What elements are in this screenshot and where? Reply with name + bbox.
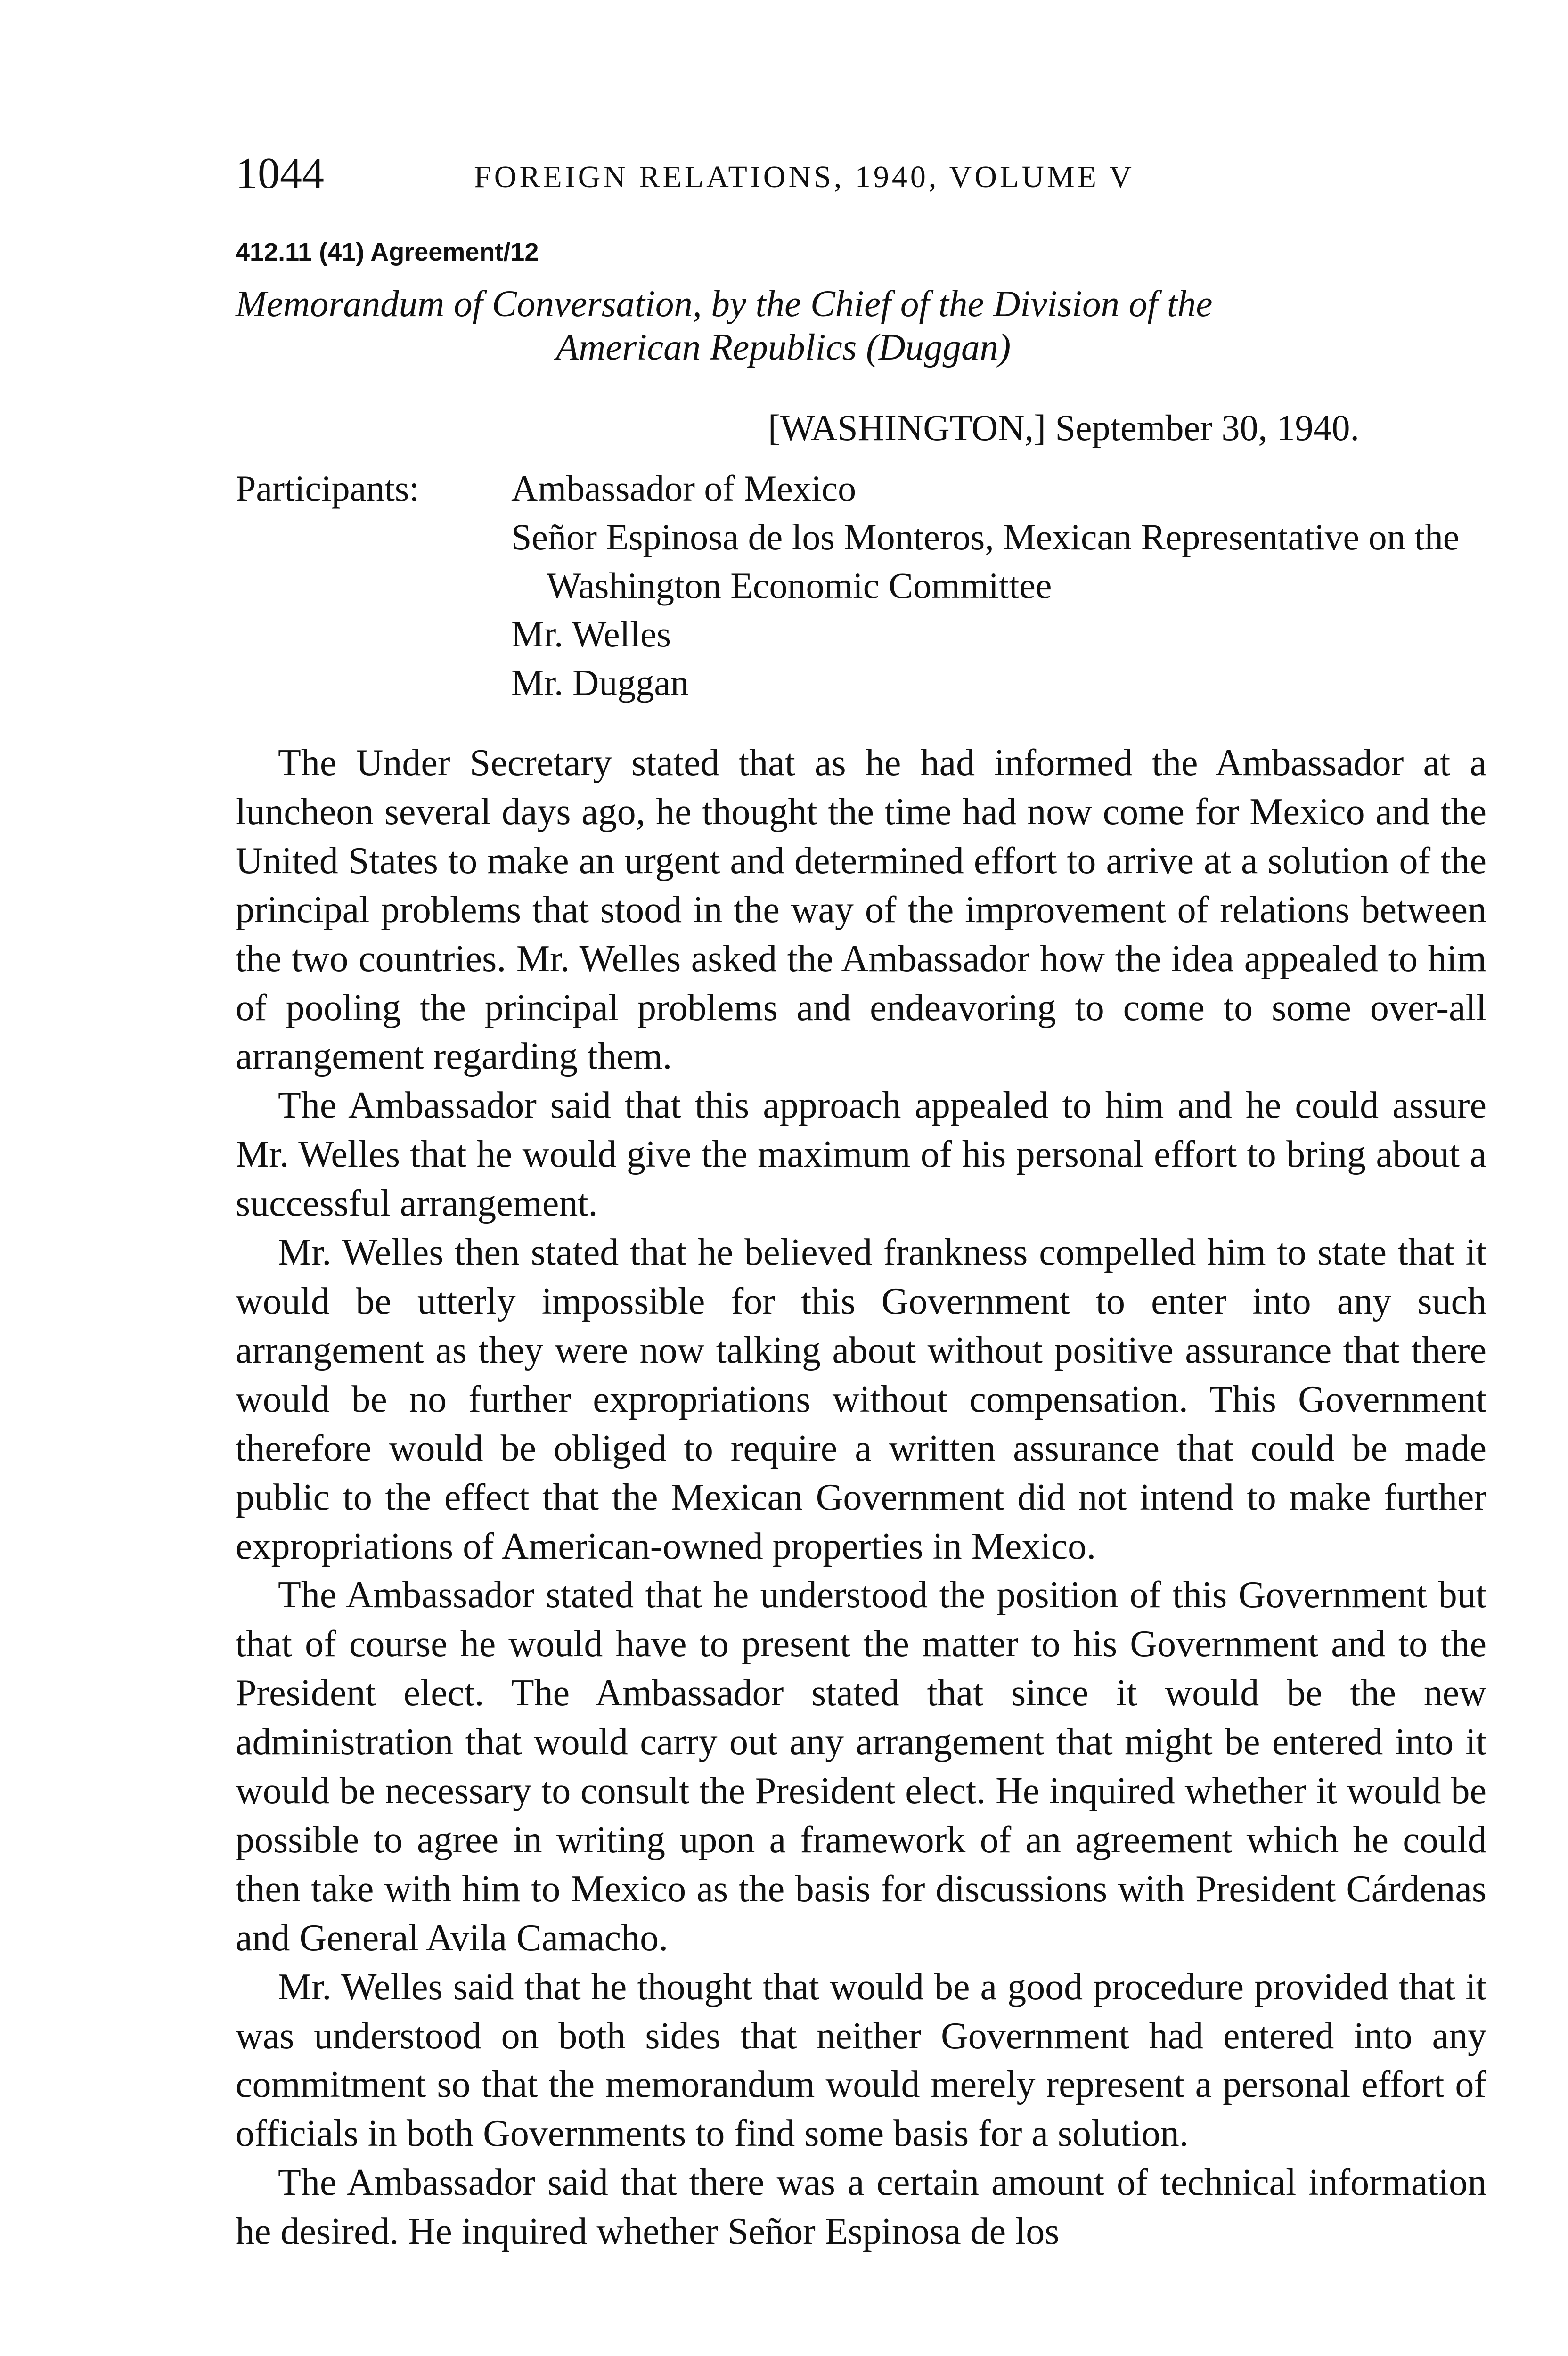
paragraph-2: The Ambassador said that this approach appealed to him and he could assure Mr. Welles that he would give the maximum of his personal effort to bring about a successful arrangement. (236, 1085, 1486, 1225)
file-reference: 412.11 (41) Agreement/12 (236, 238, 539, 266)
title-line-1: Memorandum of Conversation, by the Chief of the Division of the (236, 284, 1213, 325)
dateline: [WASHINGTON,] September 30, 1940. (768, 407, 1360, 448)
paragraph-3: Mr. Welles then stated that he believed frankness compelled him to state that it would be utterly impossible for this Government to enter into any such arrangement as they were now talking about without positive assurance that there would be no further expropriations without compensation. This Government therefore would be obliged to require a written assurance that could be made public to the effect that the Mexican Government did not intend to make further expropriations of American-owned properties in Mexico. (236, 1232, 1486, 1567)
page-header (236, 150, 1508, 202)
running-head: FOREIGN RELATIONS, 1940, VOLUME V (474, 160, 1135, 194)
participants-list (511, 464, 1484, 707)
participant-welles: Mr. Welles (511, 614, 671, 654)
page-number: 1044 (236, 149, 324, 198)
paragraph-6: The Ambassador said that there was a certain amount of technical information he desired. He inquired whether Señor Espinosa de los (236, 2162, 1486, 2253)
paragraph-5: Mr. Welles said that he thought that would be a good procedure provided that it was understood on both sides that neither Government had entered into any commitment so that the memorandum would merely represent a personal effort of officials in both Governments to find some basis for a solution. (236, 1966, 1486, 2155)
paragraph-4: The Ambassador stated that he understood the position of this Government but that of course he would have to present the matter to his Government and to the President elect. The Ambassador stated that since it would be the new administration that would carry out any arrangement that might be entered into it would be necessary to consult the President elect. He inquired whether it would be possible to agree in writing upon a framework of an agreement which he could then take with him to Mexico as the basis for discussions with President Cárdenas and General Avila Camacho. (236, 1574, 1486, 1959)
memorandum-body (236, 739, 1486, 2257)
memorandum-title (236, 283, 1498, 369)
title-line-2: American Republics (Duggan) (556, 327, 1011, 368)
participant-ambassador: Ambassador of Mexico (511, 468, 857, 509)
participant-espinosa: Señor Espinosa de los Monteros, Mexican Representative on the Washington Economic Committee (511, 516, 1460, 606)
participant-duggan: Mr. Duggan (511, 662, 689, 703)
participants-label: Participants: (236, 468, 419, 509)
paragraph-1: The Under Secretary stated that as he had informed the Ambassador at a luncheon several days ago, he thought the time had now come for Mexico and the United States to make an urgent and determined effort to arrive at a solution of the principal problems that stood in the way of the improvement of relations between the two countries. Mr. Welles asked the Ambassador how the idea appealed to him of pooling the principal problems and endeavoring to come to some over-all arrangement regarding them. (236, 742, 1486, 1078)
